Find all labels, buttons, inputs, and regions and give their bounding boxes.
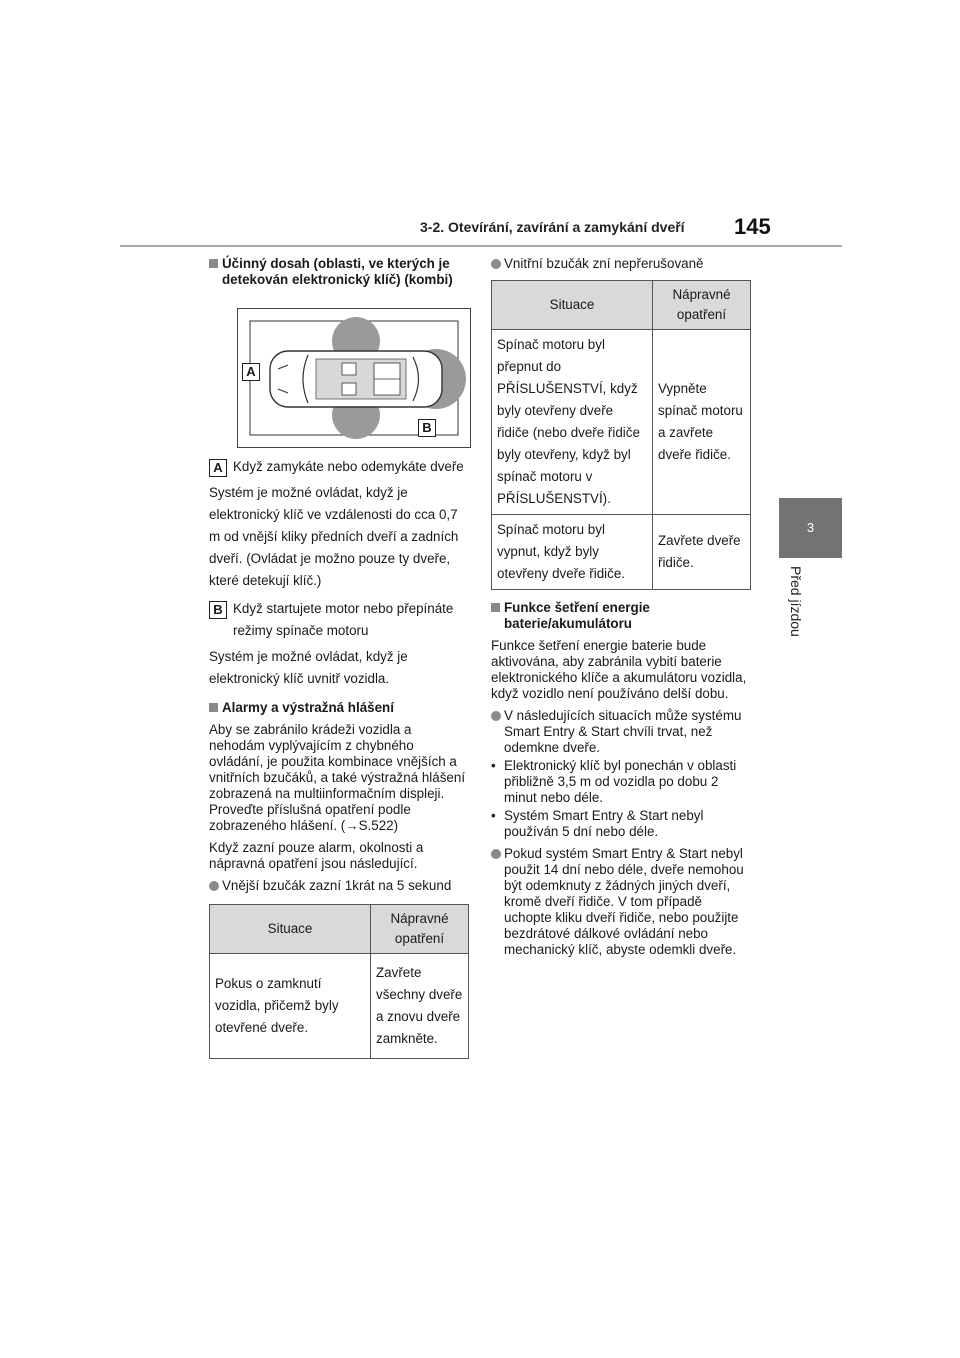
bullet-situations: V následujících situacích může systému Smart Entry & Start chvíli trvat, než odemkne dveře.	[491, 708, 751, 756]
round-bullet-icon	[491, 849, 501, 859]
round-bullet-icon	[209, 881, 219, 891]
table-cell-action: Zavřete všechny dveře a znovu dveře zamkněte.	[371, 954, 469, 1059]
section-heading-alarms: Alarmy a výstražná hlášení	[209, 700, 469, 716]
label-b-box: B	[418, 419, 436, 437]
bullet-internal-buzzer: Vnitřní bzučák zní nepřerušovaně	[491, 256, 751, 272]
round-bullet-icon	[491, 259, 501, 269]
item-a-title: A Když zamykáte nebo odemykáte dveře	[209, 456, 469, 478]
table-row	[492, 515, 751, 590]
battery-saving-paragraph: Funkce šetření energie baterie bude aktivována, aby zabránila vybití baterie elektronického klíče a akumulátoru vozidla, když vozidlo není používáno delší dobu.	[491, 638, 747, 701]
sub-item-system-unused: • Systém Smart Entry & Start nebyl používán 5 dní nebo déle.	[491, 808, 704, 839]
bullet-14-days: Pokud systém Smart Entry & Start nebyl použit 14 dní nebo déle, dveře nemohou být odemknuty z žádných jiných dveří, kromě dveří řidiče. V tom případě uchopte kliku dveří řidiče, nebo použijte bezdrátové dálkové ovládání nebo mechanický klíč, abyste odemkli dveře.	[491, 846, 751, 958]
item-b-body: Systém je možné ovládat, když je elektronický klíč uvnitř vozidla.	[209, 649, 408, 686]
letter-b-icon: B	[209, 601, 227, 619]
left-column	[209, 256, 469, 1059]
table-header-action: Nápravné opatření	[653, 281, 751, 330]
alarms-paragraph-2: Když zazní pouze alarm, okolnosti a nápravná opatření jsou následující.	[209, 840, 424, 871]
letter-a-icon: A	[209, 459, 227, 477]
table-cell-situation: Pokus o zamknutí vozidla, přičemž byly otevřené dveře.	[210, 954, 371, 1059]
section-title: 3-2. Otevírání, zavírání a zamykání dveří	[420, 219, 685, 235]
square-bullet-icon	[209, 703, 218, 712]
table-header-situation: Situace	[210, 905, 371, 954]
page-number: 145	[734, 214, 771, 239]
item-a-body: Systém je možné ovládat, když je elektronický klíč ve vzdálenosti do cca 0,7 m od vnější kliky předních dveří a zadních dveří. (Ovládat je možno pouze ty dveře, které detekují klíč.)	[209, 485, 459, 588]
right-column	[491, 256, 751, 964]
table-cell-situation: Spínač motoru byl přepnut do PŘÍSLUŠENSTVÍ, když byly otevřeny dveře řidiče (nebo dveře řidiče byly otevřeny, když byl spínač motoru v PŘÍSLUŠENSTVÍ).	[492, 330, 653, 515]
bullet-external-buzzer: Vnější bzučák zazní 1krát na 5 sekund	[209, 878, 469, 894]
header-rule	[120, 245, 842, 247]
internal-buzzer-table	[491, 280, 751, 590]
chapter-tab[interactable]: 3	[779, 498, 842, 558]
table-header-action: Nápravné opatření	[371, 905, 469, 954]
sub-item-key-left: • Elektronický klíč byl ponechán v oblasti přibližně 3,5 m od vozidla po dobu 2 minut nebo déle.	[491, 758, 737, 805]
label-a-box: A	[242, 363, 260, 381]
table-row	[210, 954, 469, 1059]
table-cell-action: Zavřete dveře řidiče.	[653, 515, 751, 590]
external-buzzer-table	[209, 904, 469, 1059]
section-heading-battery-saving: Funkce šetření energie baterie/akumulátoru	[491, 600, 751, 632]
square-bullet-icon	[491, 603, 500, 612]
alarms-paragraph: Aby se zabránilo krádeži vozidla a nehodám vyplývajícím z chybného ovládání, je použita kombinace vnějších a vnitřních bzučáků, a také výstražná hlášení zobrazená na multiinformačním displeji. Proveďte příslušná opatření podle zobrazeného hlášení. (→S.522)	[209, 722, 466, 833]
range-diagram	[237, 308, 471, 448]
square-bullet-icon	[209, 259, 218, 268]
table-cell-situation: Spínač motoru byl vypnut, když byly otevřeny dveře řidiče.	[492, 515, 653, 590]
table-header-situation: Situace	[492, 281, 653, 330]
table-cell-action: Vypněte spínač motoru a zavřete dveře řidiče.	[653, 330, 751, 515]
item-b-title: B Když startujete motor nebo přepínáte režimy spínače motoru	[209, 598, 469, 642]
round-bullet-icon	[491, 711, 501, 721]
section-heading-range: Účinný dosah (oblasti, ve kterých je detekován elektronický klíč) (kombi)	[209, 256, 469, 288]
table-row	[492, 330, 751, 515]
chapter-label: Před jízdou	[788, 566, 804, 637]
